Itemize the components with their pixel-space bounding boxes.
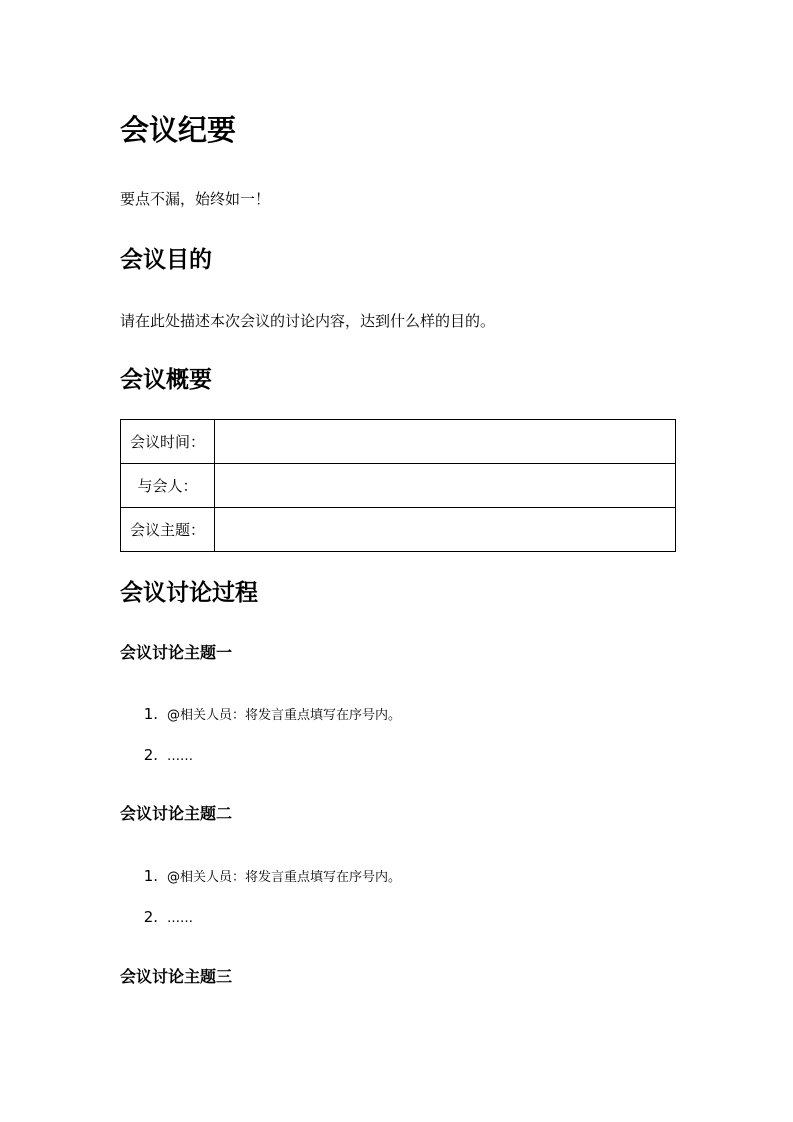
meeting-topic-label: 会议主题： xyxy=(121,508,215,552)
document-subtitle: 要点不漏，始终如一！ xyxy=(120,190,271,208)
meeting-time-value[interactable] xyxy=(215,420,676,464)
list-item-number: 2. xyxy=(143,746,158,764)
purpose-heading: 会议目的 xyxy=(120,247,212,273)
table-row xyxy=(121,420,676,464)
summary-heading: 会议概要 xyxy=(120,367,212,393)
meeting-topic-value[interactable] xyxy=(215,508,676,552)
table-row xyxy=(121,508,676,552)
list-item-number: 2. xyxy=(143,908,158,926)
list-item xyxy=(120,865,401,889)
list-item-text: @相关人员：将发言重点填写在序号内。 xyxy=(167,708,402,723)
list-item-number: 1. xyxy=(143,705,158,723)
table-row xyxy=(121,464,676,508)
list-item-text: @相关人员：将发言重点填写在序号内。 xyxy=(167,870,402,885)
list-item xyxy=(120,906,193,930)
document-title: 会议纪要 xyxy=(120,113,237,147)
process-heading: 会议讨论过程 xyxy=(120,580,258,606)
list-item xyxy=(120,703,401,727)
topic-2-title: 会议讨论主题二 xyxy=(120,804,233,823)
meeting-time-label: 会议时间： xyxy=(121,420,215,464)
summary-table xyxy=(120,419,676,552)
purpose-text: 请在此处描述本次会议的讨论内容，达到什么样的目的。 xyxy=(120,312,496,330)
list-item-text: …… xyxy=(167,749,193,764)
attendees-value[interactable] xyxy=(215,464,676,508)
list-item-number: 1. xyxy=(143,867,158,885)
list-item-text: …… xyxy=(167,911,193,926)
attendees-label: 与会人： xyxy=(121,464,215,508)
topic-1-title: 会议讨论主题一 xyxy=(120,643,233,662)
topic-3-title: 会议讨论主题三 xyxy=(120,967,233,986)
list-item xyxy=(120,744,193,768)
